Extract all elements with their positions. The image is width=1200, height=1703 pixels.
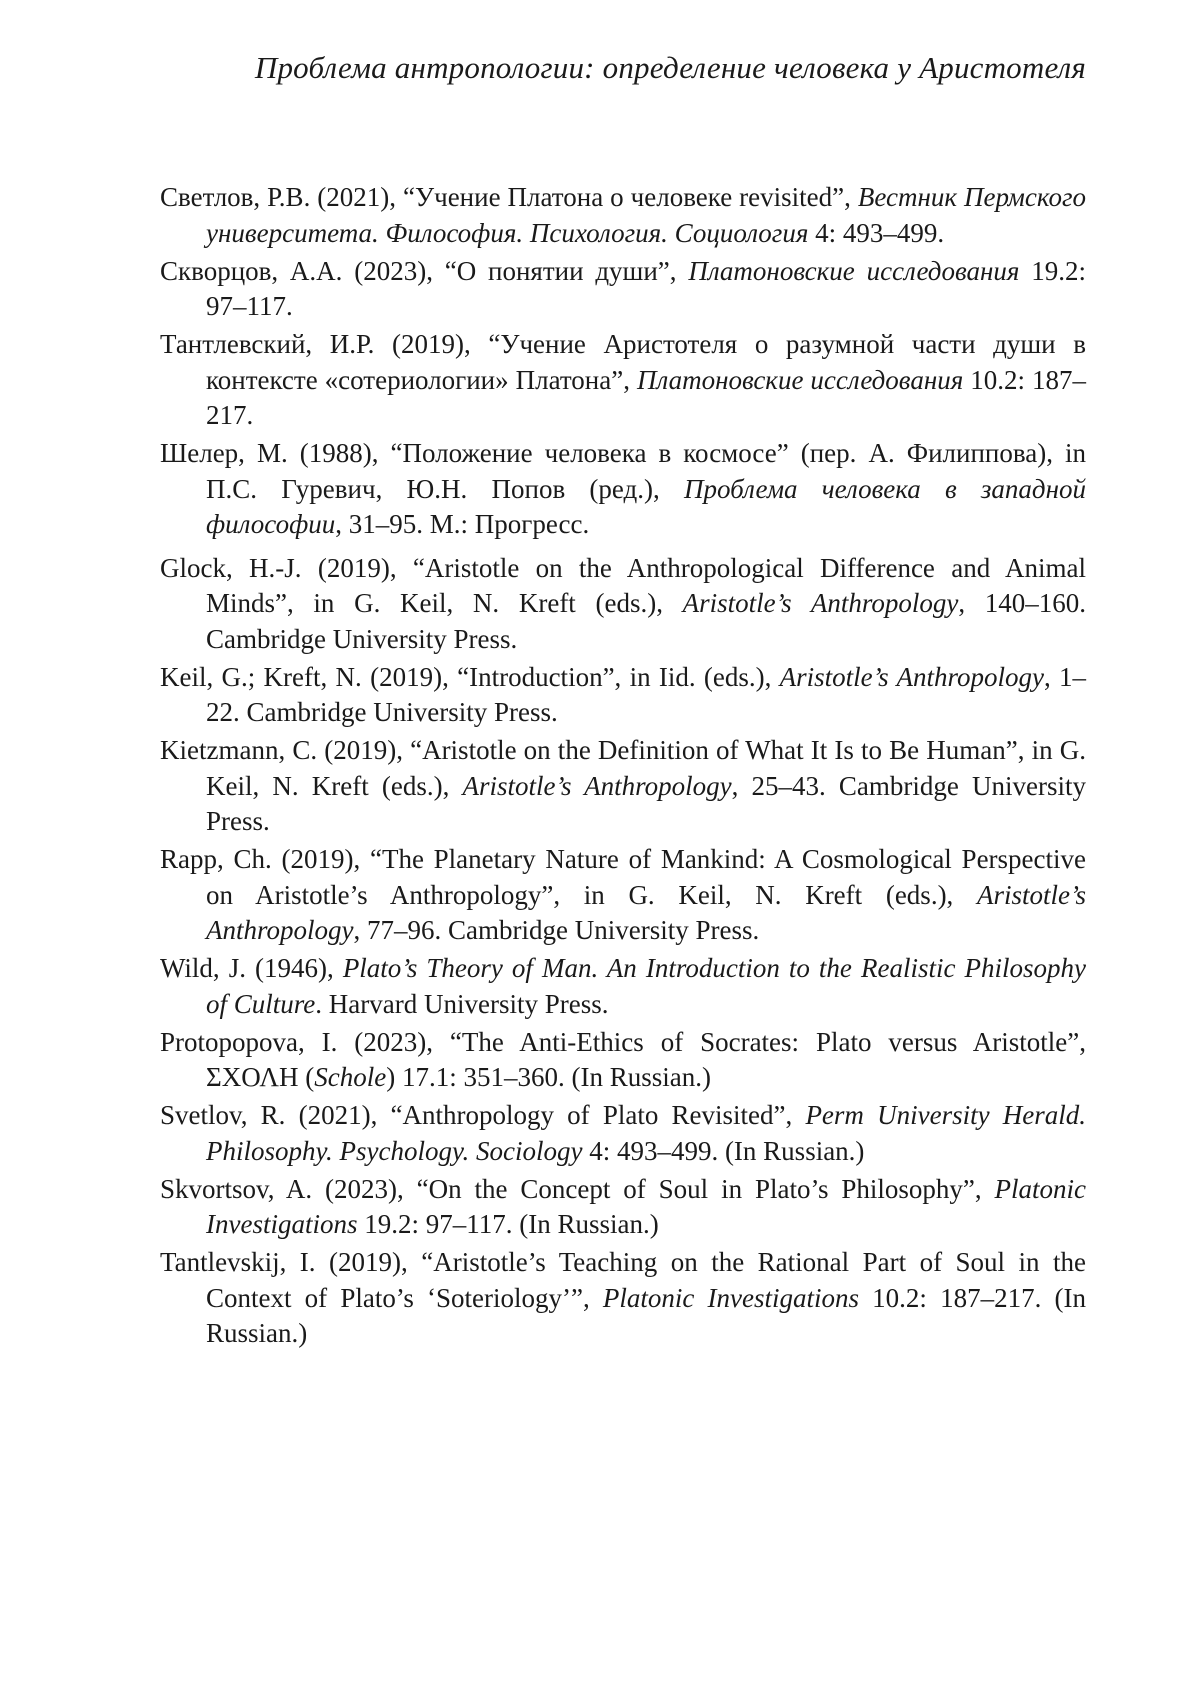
reference-source: Платоновские исследования (636, 364, 964, 395)
reference-text: Kietzmann, C. (2019), “Aristotle on the Definition of What It Is to Be Human”, in G. Keil, N. Kreft (eds.), (160, 735, 1086, 801)
reference-text: Tantlevskij, I. (2019), “Aristotle’s Teaching on the Rational Part of Soul in the Context of Plato’s ‘Soteriology’”, (160, 1247, 1086, 1313)
reference-source: Aristotle’s Anthropology (779, 661, 1044, 692)
reference-details: 19.2: 97–117. (In Russian.) (357, 1209, 659, 1239)
reference-details: , 140–160. Cambridge University Press. (206, 588, 1086, 654)
reference-text: Protopopova, I. (2023), “The Anti-Ethics of Socrates: Plato versus Aristotle”, ΣΧΟΛΗ ( (160, 1026, 1086, 1092)
reference-item (160, 436, 1086, 543)
reference-source: Платоновские исследования (688, 255, 1020, 286)
reference-text: Svetlov, R. (2021), “Anthropology of Plato Revisited”, (160, 1100, 806, 1130)
reference-item (160, 660, 1086, 731)
reference-details: . Harvard University Press. (315, 988, 609, 1019)
reference-source: Aristotle’s Anthropology (682, 588, 959, 618)
reference-details: , 1–22. Cambridge University Press. (206, 661, 1087, 727)
reference-text: Скворцов, А.А. (2023), “О понятии души”, (160, 255, 689, 286)
reference-text: Светлов, Р.В. (2021), “Учение Платона о человеке revisited”, (160, 182, 858, 212)
reference-item (160, 1172, 1086, 1243)
running-header: Проблема антропологии: определение человека у Аристотеля (254, 50, 1086, 85)
reference-details: 4: 493–499. (In Russian.) (582, 1135, 865, 1166)
reference-item (160, 327, 1086, 434)
reference-item (160, 951, 1086, 1022)
reference-details: 10.2: 187–217. (206, 364, 1086, 430)
reference-details: ) 17.1: 351–360. (In Russian.) (386, 1062, 711, 1092)
reference-item (160, 842, 1086, 949)
reference-source: Вестник Пермского университета. Философия. Психология. Социология (206, 182, 1086, 248)
reference-source: Aristotle’s Anthropology (462, 770, 732, 801)
reference-text: Skvortsov, A. (2023), “On the Concept of Soul in Plato’s Philosophy”, (160, 1173, 995, 1204)
reference-item (160, 1098, 1086, 1169)
reference-item (160, 1245, 1086, 1352)
reference-source: Platonic Investigations (602, 1282, 860, 1313)
reference-details: , 25–43. Cambridge University Press. (206, 770, 1086, 836)
reference-text: Keil, G.; Kreft, N. (2019), “Introduction”, in Iid. (eds.), (160, 661, 780, 692)
reference-details: , 31–95. М.: Прогресс. (335, 509, 590, 539)
reference-item (160, 180, 1086, 251)
reference-details: 10.2: 187–217. (In Russian.) (206, 1282, 1086, 1348)
reference-source: Aristotle’s Anthropology (206, 879, 1086, 945)
reference-item (160, 1025, 1086, 1096)
reference-item (160, 733, 1086, 840)
reference-text: Шелер, М. (1988), “Положение человека в космосе” (пер. А. Филиппова), in П.С. Гуревич, Ю.Н. Попов (ред.), (160, 438, 1086, 504)
reference-text: Glock, H.-J. (2019), “Aristotle on the Anthropological Difference and Animal Minds”, in G. Keil, N. Kreft (eds.), (160, 552, 1086, 618)
reference-source: Perm University Herald. Philosophy. Psychology. Sociology (206, 1100, 1086, 1166)
reference-item (160, 551, 1086, 658)
reference-text: Тантлевский, И.Р. (2019), “Учение Аристотеля о разумной части души в контексте «сотериологии» Платона”, (160, 329, 1086, 395)
reference-text: Wild, J. (1946), (160, 953, 343, 983)
reference-item (160, 254, 1086, 325)
reference-source: Platonic Investigations (206, 1173, 1086, 1239)
bibliography-list (160, 180, 1086, 1354)
reference-source: Plato’s Theory of Man. An Introduction to the Realistic Philosophy of Culture (206, 953, 1086, 1019)
reference-details: 19.2: 97–117. (206, 255, 1086, 321)
reference-details: , 77–96. Cambridge University Press. (353, 915, 760, 945)
reference-source: Schole (314, 1062, 387, 1092)
reference-text: Rapp, Ch. (2019), “The Planetary Nature of Mankind: A Cosmological Perspective on Aristotle’s Anthropology”, in G. Keil, N. Kreft (eds.), (160, 844, 1086, 910)
reference-source: Проблема человека в западной философии (206, 473, 1086, 539)
reference-details: 4: 493–499. (808, 217, 945, 248)
